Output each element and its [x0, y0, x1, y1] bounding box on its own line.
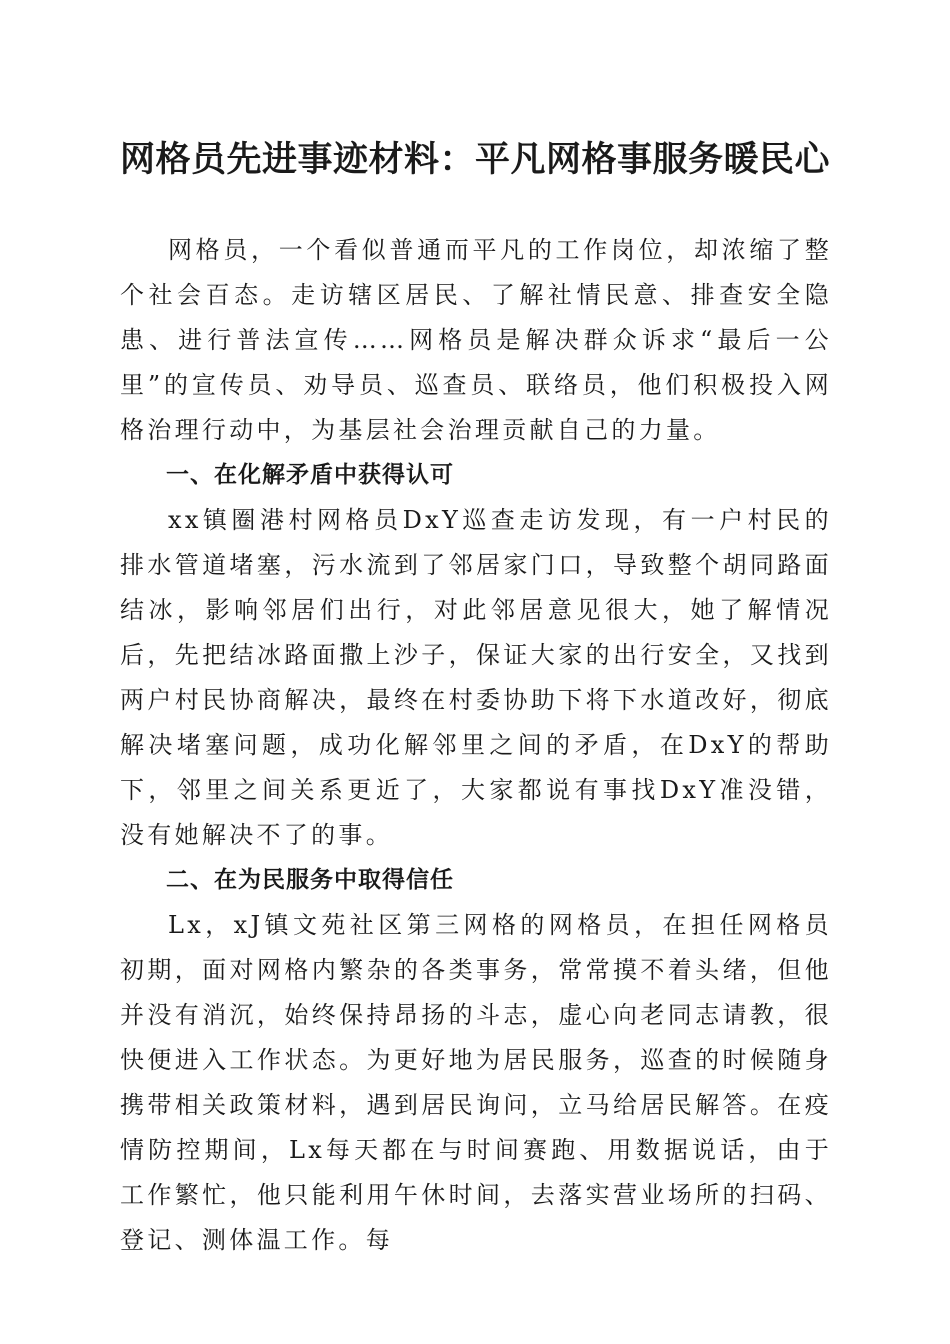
- section-paragraph-1: xx镇圈港村网格员DxY巡查走访发现，有一户村民的排水管道堵塞，污水流到了邻居家门口，导致整个胡同路面结冰，影响邻居们出行，对此邻居意见很大，她了解情况后，先把结冰路面撒上沙子，保证大家的出行安全，又找到两户村民协商解决，最终在村委协助下将下水道改好，彻底解决堵塞问题，成功化解邻里之间的矛盾，在DxY的帮助下，邻里之间关系更近了，大家都说有事找DxY准没错，没有她解决不了的事。: [120, 506, 832, 849]
- section-heading-1: 一、在化解矛盾中获得认可: [166, 462, 454, 488]
- document-body: [120, 228, 832, 1263]
- document-title: 网格员先进事迹材料：平凡网格事服务暖民心: [119, 139, 830, 180]
- section-heading-2: 二、在为民服务中取得信任: [166, 867, 454, 893]
- intro-paragraph: 网格员，一个看似普通而平凡的工作岗位，却浓缩了整个社会百态。走访辖区居民、了解社情民意、排查安全隐患、进行普法宣传……网格员是解决群众诉求“最后一公里”的宣传员、劝导员、巡查员、联络员，他们积极投入网格治理行动中，为基层社会治理贡献自己的力量。: [120, 236, 832, 444]
- section-paragraph-2: Lx，xJ镇文苑社区第三网格的网格员，在担任网格员初期，面对网格内繁杂的各类事务，常常摸不着头绪，但他并没有消沉，始终保持昂扬的斗志，虚心向老同志请教，很快便进入工作状态。为更好地为居民服务，巡查的时候随身携带相关政策材料，遇到居民询问，立马给居民解答。在疫情防控期间，Lx每天都在与时间赛跑、用数据说话，由于工作繁忙，他只能利用午休时间，去落实营业场所的扫码、登记、测体温工作。每: [120, 911, 832, 1254]
